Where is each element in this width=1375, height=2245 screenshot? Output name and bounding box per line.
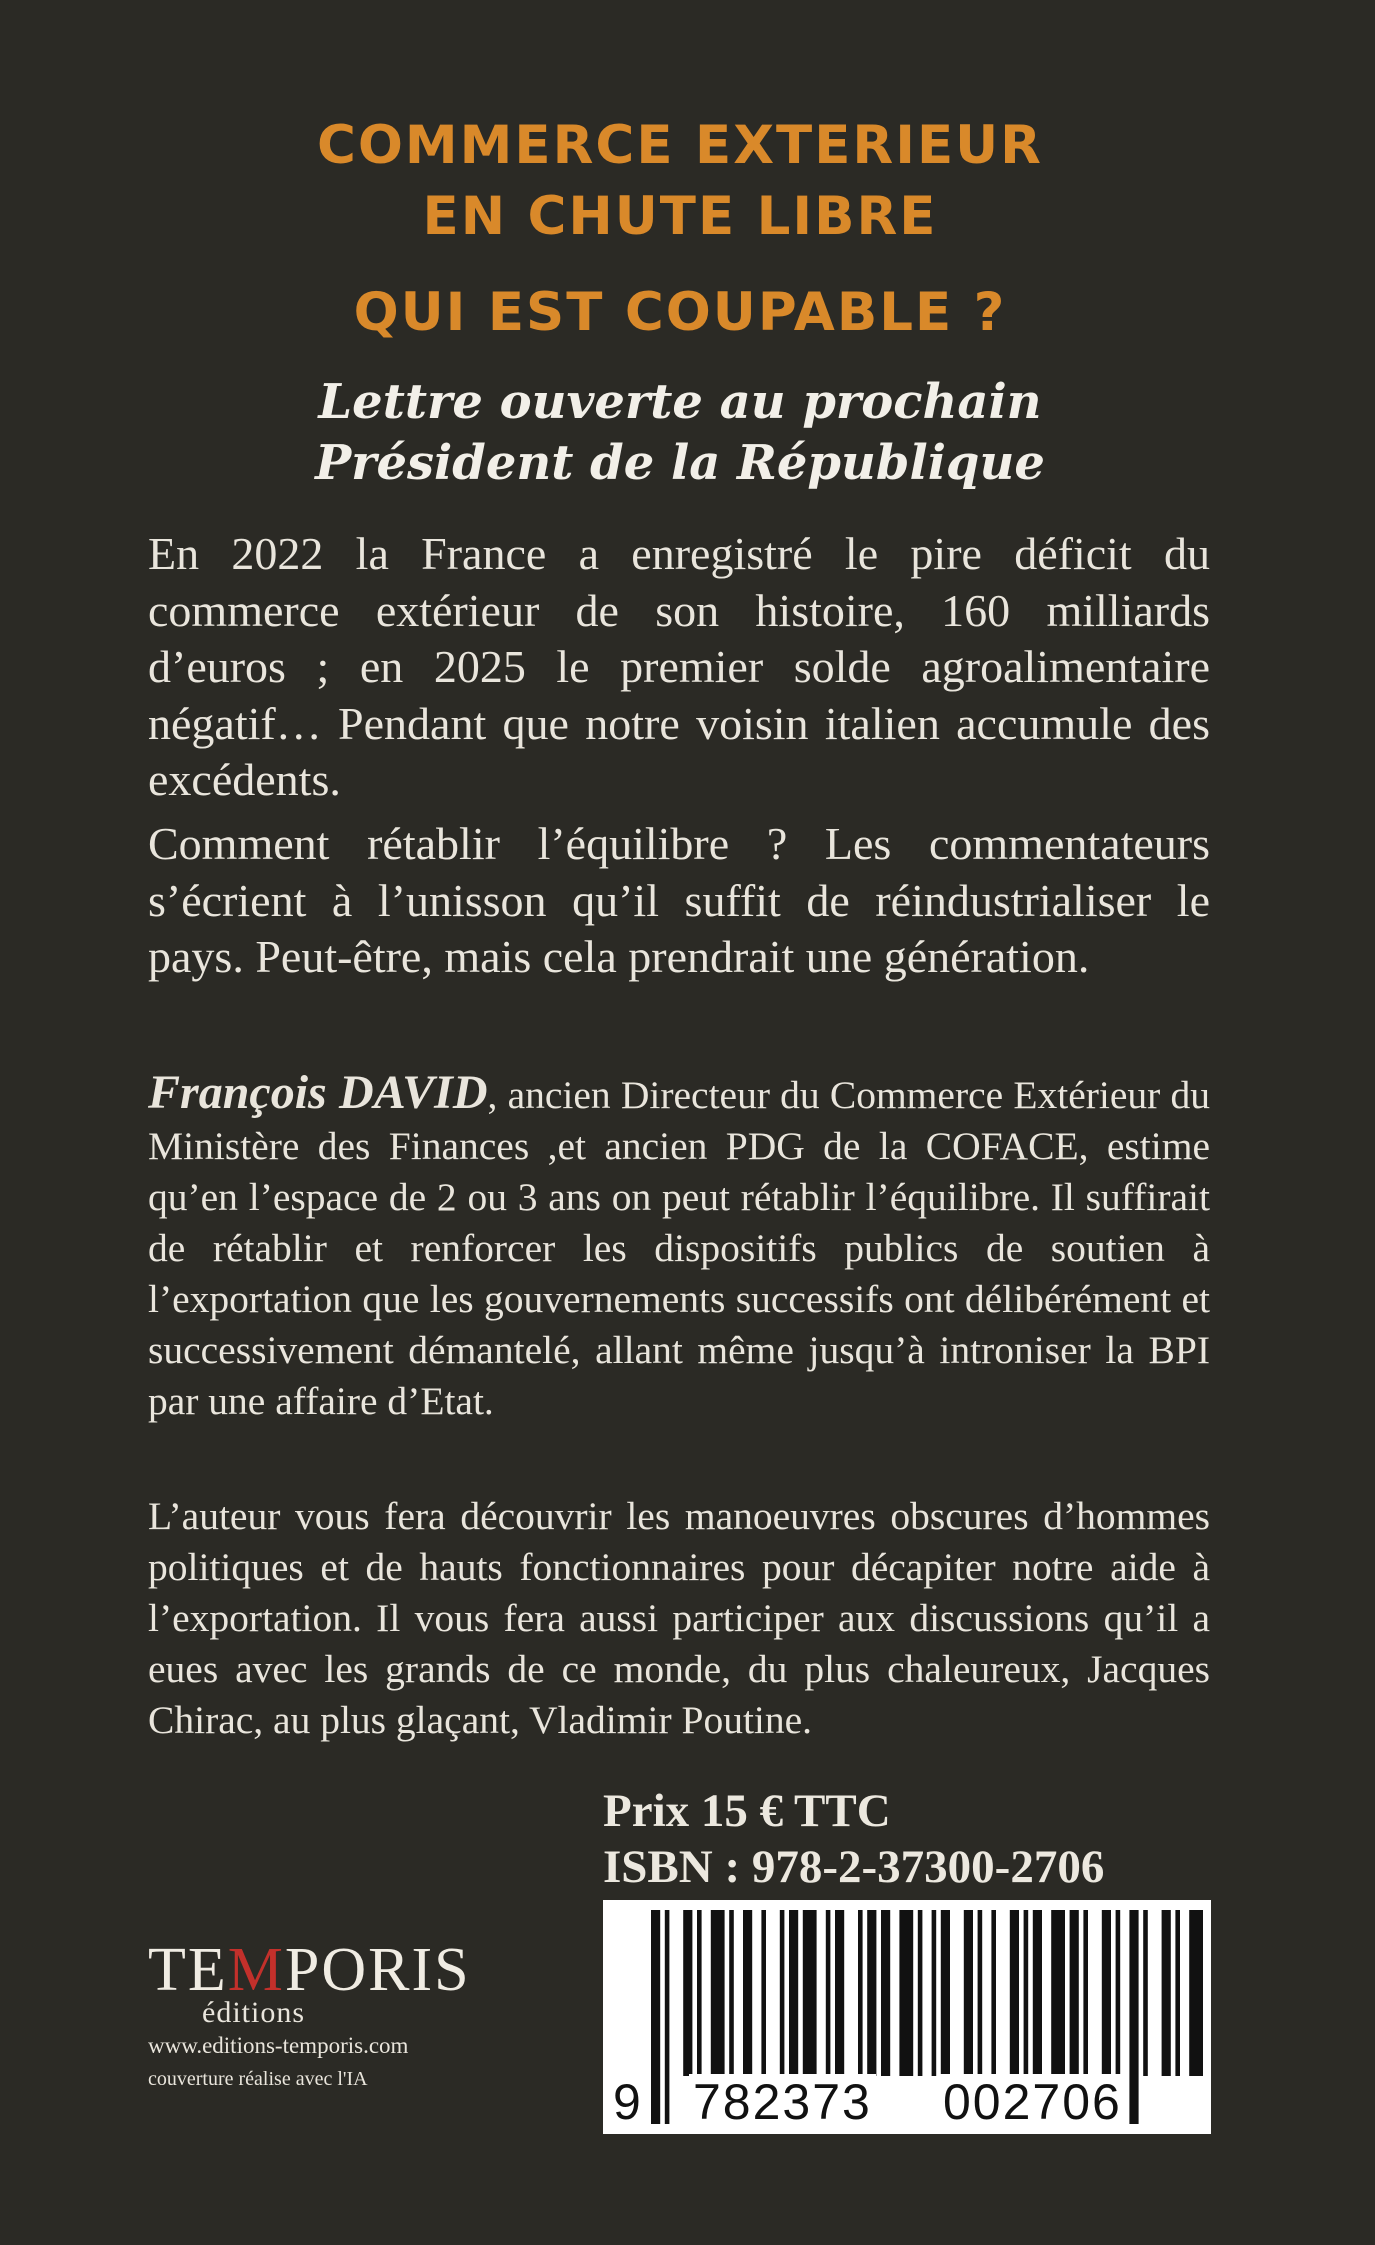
barcode-bar — [826, 1910, 831, 2076]
publisher-logo-subtitle: éditions — [202, 1996, 305, 2029]
barcode-bar — [858, 1910, 863, 2076]
barcode-bar — [881, 1910, 890, 2076]
barcode-bar — [991, 1910, 996, 2076]
barcode-bar — [1033, 1910, 1042, 2076]
barcode-bar — [1024, 1910, 1029, 2076]
barcode-bar — [1143, 1910, 1148, 2076]
question-paragraph: Comment rétablir l’équilibre ? Les commentateurs s’écrient à l’unisson qu’il suffit de réindustrialiser le pays. Peut-être, mais cela prendrait une génération. — [148, 818, 1210, 982]
cover-credit: couverture réalise avec l'IA — [148, 2068, 368, 2090]
barcode-bar — [941, 1910, 950, 2076]
barcode-bar — [651, 1910, 660, 2124]
barcode-bar — [697, 1910, 702, 2076]
closing-paragraph: L’auteur vous fera découvrir les manoeuvres obscures d’hommes politiques et de hauts fonctionnaires pour décapiter notre aide à l’exportation. Il vous fera aussi participer aux discussions qu’il a eues avec les grands de ce monde, du plus chaleureux, Jacques Chirac, au plus glaçant, Vladimir Poutine. — [148, 1494, 1210, 1742]
barcode-bar — [918, 1910, 923, 2076]
subtitle — [0, 372, 1360, 494]
intro-paragraph: En 2022 la France a enregistré le pire déficit du commerce extérieur de son histoire, 160 milliards d’euros ; en 2025 le premier solde agroalimentaire négatif… Pendant que notre voisin italien accumule des excédents. — [148, 528, 1210, 805]
subtitle-line-2: Président de la République — [315, 435, 1045, 491]
barcode-bar — [743, 1910, 752, 2076]
barcode-bar — [1175, 1910, 1180, 2076]
headline-line-1: COMMERCE EXTERIEUR — [316, 115, 1043, 176]
barcode-bar — [803, 1910, 817, 2076]
barcode-bar — [1162, 1910, 1171, 2076]
logo-text-start: TE — [148, 1936, 228, 2004]
barcode-bar — [932, 1910, 937, 2076]
barcode-bar — [1129, 1910, 1138, 2124]
price-label: Prix 15 € TTC — [603, 1785, 891, 1837]
author-paragraph — [148, 1067, 1210, 1427]
barcode-digit-first: 9 — [609, 2074, 647, 2130]
headline-line-2: EN CHUTE LIBRE — [422, 186, 938, 247]
barcode-digits-left: 782373 — [689, 2074, 876, 2130]
headline — [0, 110, 1360, 252]
author-description: , ancien Directeur du Commerce Extérieur du Ministère des Finances ,et ancien PDG de la COFACE, estime qu’en l’espace de 2 ou 3 ans on peut rétablir l’équilibre. Il suffirait de rétablir et renforcer les dispositifs publics de soutien à l’exportation que les gouvernements successifs ont délibérément et successivement démantelé, allant même jusqu’à introniser la BPI par une affaire d’Etat. — [148, 1073, 1210, 1423]
subtitle-line-1: Lettre ouverte au prochain — [318, 374, 1042, 430]
publisher-logo — [148, 1938, 471, 2002]
barcode-bar — [1070, 1910, 1079, 2076]
barcode-bar — [729, 1910, 734, 2076]
barcode-bar — [1083, 1910, 1088, 2076]
barcode-bar — [761, 1910, 766, 2076]
barcode-bar — [780, 1910, 785, 2076]
barcode-bar — [899, 1910, 913, 2076]
barcode-bar — [665, 1910, 670, 2124]
barcode-bar — [835, 1910, 844, 2076]
author-name: François DAVID — [148, 1066, 488, 1119]
barcode-bar — [683, 1910, 692, 2076]
logo-text-m: M — [227, 1936, 285, 2004]
publisher-website: www.editions-temporis.com — [148, 2033, 409, 2058]
isbn-barcode — [603, 1900, 1211, 2134]
barcode-bar — [711, 1910, 725, 2076]
headline-question: QUI EST COUPABLE ? — [353, 282, 1007, 343]
barcode-bar — [789, 1910, 798, 2076]
barcode-bar — [1102, 1910, 1111, 2076]
barcode-bar — [1116, 1910, 1121, 2076]
barcode-bar — [867, 1910, 876, 2076]
logo-text-end: PORIS — [284, 1936, 471, 2004]
barcode-bar — [964, 1910, 973, 2076]
barcode-bar — [1051, 1910, 1065, 2076]
barcode-bar — [1189, 1910, 1203, 2076]
barcode-bar — [978, 1910, 983, 2076]
barcode-digits-right: 002706 — [939, 2074, 1126, 2130]
barcode-bar — [1010, 1910, 1019, 2076]
isbn-label: ISBN : 978-2-37300-2706 — [603, 1841, 1105, 1893]
